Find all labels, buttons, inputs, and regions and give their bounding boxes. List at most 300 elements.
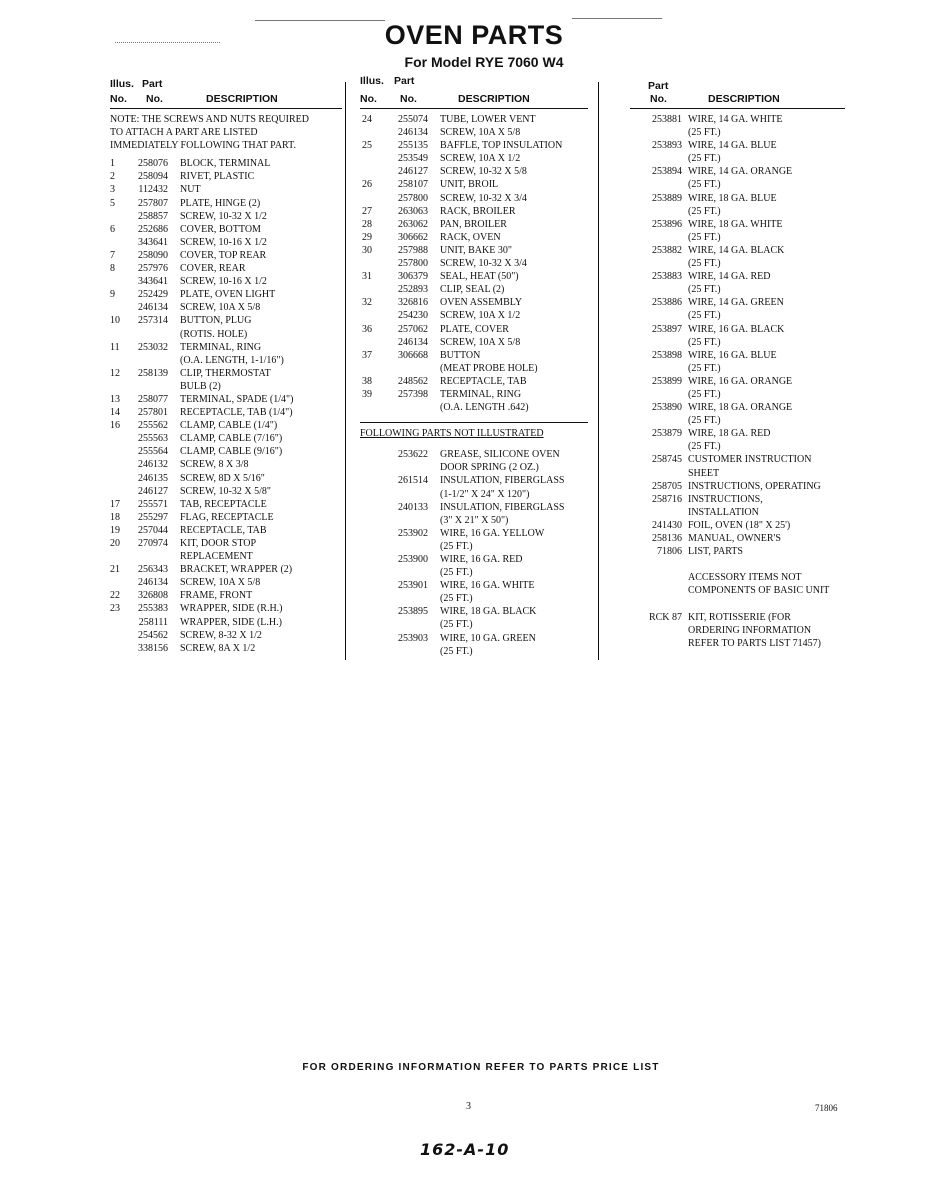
illus-number: 27	[362, 205, 372, 217]
part-number: 252893	[398, 284, 428, 296]
part-description: CLIP, SEAL (2)	[440, 284, 505, 296]
part-number: 253899	[652, 375, 682, 387]
part-description: WIRE, 16 GA. RED	[440, 554, 523, 565]
parts-row	[630, 244, 845, 257]
column-1-header	[110, 78, 342, 109]
part-number: 241430	[652, 519, 682, 531]
illus-number: 5	[110, 197, 115, 209]
illus-number: 10	[110, 315, 120, 327]
part-number: 254230	[398, 310, 428, 322]
part-number: 338156	[138, 642, 168, 654]
parts-row	[360, 126, 588, 139]
screws-note: NOTE: THE SCREWS AND NUTS REQUIRED TO ATTACH A PART ARE LISTED IMMEDIATELY FOLLOWING THAT PART.	[110, 114, 309, 152]
part-number: 112432	[138, 184, 168, 196]
part-description: WIRE, 16 GA. ORANGE	[688, 375, 793, 387]
part-number: 255074	[398, 114, 428, 125]
parts-row	[630, 178, 845, 191]
parts-row	[110, 301, 342, 314]
parts-row	[630, 519, 845, 532]
part-description: (25 FT.)	[440, 567, 473, 579]
part-number: 253881	[652, 114, 682, 125]
part-description: CUSTOMER INSTRUCTION	[688, 454, 812, 466]
parts-row	[360, 645, 588, 658]
page-number: 3	[466, 1101, 471, 1112]
parts-row	[360, 192, 588, 205]
illus-number: 23	[110, 603, 120, 615]
part-description: SCREW, 8-32 X 1/2	[180, 629, 262, 641]
part-number: 246134	[398, 127, 428, 139]
part-number: 255383	[138, 603, 168, 615]
illus-number: 37	[362, 349, 372, 361]
parts-row	[630, 349, 845, 362]
illus-number: 38	[362, 375, 372, 387]
part-number: 257801	[138, 407, 168, 419]
parts-row	[110, 576, 342, 589]
part-description: WIRE, 14 GA. GREEN	[688, 297, 784, 309]
part-description: (25 FT.)	[440, 540, 473, 552]
parts-row	[110, 563, 342, 576]
part-description: WIRE, 16 GA. BLACK	[688, 323, 785, 335]
handwritten-code: 162-A-10	[420, 1140, 510, 1159]
part-number: 258745	[652, 454, 682, 466]
parts-row	[630, 401, 845, 414]
part-description: SHEET	[688, 467, 720, 479]
part-description: WIRE, 14 GA. WHITE	[688, 114, 783, 125]
part-description: KIT, ROTISSERIE (FOR	[688, 611, 791, 623]
part-description: INSULATION, FIBERGLASS	[440, 475, 565, 487]
part-description: RACK, OVEN	[440, 231, 501, 243]
parts-row	[630, 192, 845, 205]
parts-row	[360, 605, 588, 618]
part-description: (25 FT.)	[440, 645, 473, 657]
part-label: Part	[142, 78, 163, 90]
part-number: 253897	[652, 323, 682, 335]
parts-row	[110, 511, 342, 524]
part-number: 248562	[398, 375, 428, 387]
parts-row	[630, 336, 845, 349]
part-description: ACCESSORY ITEMS NOT	[688, 572, 802, 584]
part-description: WIRE, 18 GA. ORANGE	[688, 402, 793, 414]
illus-no-label: No.	[110, 93, 127, 105]
parts-row	[630, 283, 845, 296]
illus-label: Illus.	[360, 75, 384, 87]
illus-number: 36	[362, 323, 372, 335]
parts-row	[110, 341, 342, 354]
parts-row	[110, 589, 342, 602]
description-label: DESCRIPTION	[708, 93, 780, 105]
illus-number: 29	[362, 231, 372, 243]
part-description: BRACKET, WRAPPER (2)	[180, 564, 293, 576]
part-description: WIRE, 18 GA. BLACK	[440, 606, 537, 618]
parts-row	[360, 388, 588, 401]
part-number: 257807	[138, 197, 168, 209]
part-description: SCREW, 10-32 X 3/4	[440, 192, 527, 204]
part-number: 253893	[652, 140, 682, 152]
part-number: 258094	[138, 171, 168, 183]
parts-row	[360, 257, 588, 270]
part-description: (25 FT.)	[440, 593, 473, 605]
part-number: 343641	[138, 236, 168, 248]
column-divider-2	[598, 82, 599, 660]
parts-row	[110, 210, 342, 223]
part-description: TERMINAL, RING	[180, 341, 262, 353]
parts-row	[630, 375, 845, 388]
part-number: 306668	[398, 349, 428, 361]
part-description: RACK, BROILER	[440, 205, 516, 217]
parts-row	[360, 139, 588, 152]
parts-row	[360, 553, 588, 566]
part-number: 257062	[398, 323, 428, 335]
illus-number: 17	[110, 498, 120, 510]
illus-number: 21	[110, 564, 120, 576]
scan-mark-2	[572, 18, 662, 19]
illus-number: 7	[110, 249, 115, 261]
part-description: COMPONENTS OF BASIC UNIT	[688, 585, 830, 597]
part-description: (25 FT.)	[688, 310, 721, 322]
part-description: RECEPTACLE, TAB (1/4")	[180, 407, 293, 419]
parts-row	[630, 506, 845, 519]
parts-row	[110, 472, 342, 485]
part-number: 258705	[652, 480, 682, 492]
parts-row	[360, 296, 588, 309]
parts-row	[630, 126, 845, 139]
parts-row	[360, 231, 588, 244]
illus-number: 32	[362, 297, 372, 309]
illus-number: 26	[362, 179, 372, 191]
part-description: SCREW, 10A X 5/8	[180, 577, 261, 589]
part-description: PLATE, OVEN LIGHT	[180, 289, 276, 301]
part-description: COVER, BOTTOM	[180, 223, 261, 235]
part-number: 343641	[138, 276, 168, 288]
parts-row	[630, 309, 845, 322]
part-description: INSTRUCTIONS, OPERATING	[688, 480, 821, 492]
part-number: 257976	[138, 263, 168, 275]
illus-number: 24	[362, 114, 372, 125]
part-number: 253879	[652, 428, 682, 440]
parts-row	[360, 152, 588, 165]
parts-row	[630, 362, 845, 375]
part-description: SEAL, HEAT (50")	[440, 271, 519, 283]
parts-row	[110, 602, 342, 615]
part-number: 253900	[398, 554, 428, 565]
parts-row	[110, 183, 342, 196]
parts-row	[630, 453, 845, 466]
part-description: (25 FT.)	[688, 441, 721, 453]
illus-number: 19	[110, 524, 120, 536]
column-2-header	[360, 75, 588, 109]
part-description: RIVET, PLASTIC	[180, 171, 255, 183]
part-description: NUT	[180, 184, 201, 196]
parts-row	[360, 566, 588, 579]
parts-row	[630, 467, 845, 480]
part-description: FOIL, OVEN (18" X 25')	[688, 519, 791, 531]
parts-row	[630, 231, 845, 244]
part-description: PLATE, COVER	[440, 323, 509, 335]
part-description: WIRE, 14 GA. ORANGE	[688, 166, 793, 178]
parts-row	[360, 113, 588, 126]
part-number: 252429	[138, 289, 168, 301]
part-description: (25 FT.)	[688, 179, 721, 191]
parts-row	[110, 314, 342, 327]
not-illustrated-heading: FOLLOWING PARTS NOT ILLUSTRATED	[360, 422, 588, 440]
part-description: (25 FT.)	[688, 231, 721, 243]
part-description: KIT, DOOR STOP	[180, 538, 257, 549]
parts-row	[360, 618, 588, 631]
part-number: 253901	[398, 580, 428, 592]
part-description: SCREW, 10A X 1/2	[440, 153, 521, 165]
part-number: 71806	[657, 546, 682, 558]
part-description: MANUAL, OWNER'S	[688, 533, 781, 544]
parts-row	[110, 354, 342, 367]
parts-row	[360, 592, 588, 605]
document-number: 71806	[815, 1103, 838, 1113]
illus-number: 9	[110, 289, 115, 301]
parts-row	[110, 236, 342, 249]
part-description: SCREW, 10-16 X 1/2	[180, 276, 267, 288]
part-description: (ROTIS. HOLE)	[180, 328, 248, 340]
parts-row	[360, 401, 588, 414]
part-description: CLAMP, CABLE (9/16")	[180, 446, 283, 458]
part-number: 258090	[138, 249, 168, 261]
part-description: (25 FT.)	[688, 153, 721, 165]
part-number: 261514	[398, 475, 428, 487]
part-number: 255571	[138, 498, 168, 510]
part-description: LIST, PARTS	[688, 546, 743, 558]
parts-row	[110, 485, 342, 498]
parts-row	[630, 427, 845, 440]
parts-row	[360, 488, 588, 501]
part-description: INSTRUCTIONS,	[688, 493, 763, 505]
parts-row	[630, 558, 845, 571]
parts-row	[110, 642, 342, 655]
part-number: 246134	[138, 302, 168, 314]
part-description: (25 FT.)	[688, 362, 721, 374]
parts-row	[360, 218, 588, 231]
ordering-footer: FOR ORDERING INFORMATION REFER TO PARTS PRICE LIST	[302, 1062, 660, 1073]
part-number: 257044	[138, 524, 168, 536]
part-description: SCREW, 10-32 X 5/8"	[180, 485, 271, 497]
parts-row	[630, 139, 845, 152]
illus-number: 22	[110, 590, 120, 602]
part-number: 253622	[398, 449, 428, 461]
part-description: WIRE, 18 GA. BLUE	[688, 192, 777, 204]
parts-row	[110, 524, 342, 537]
parts-row	[630, 165, 845, 178]
part-description: (1-1/2" X 24" X 120")	[440, 488, 530, 500]
part-number: 254562	[138, 629, 168, 641]
part-number: 246134	[398, 336, 428, 348]
description-label: DESCRIPTION	[206, 93, 278, 105]
part-number: 258136	[652, 533, 682, 544]
part-number: 255562	[138, 420, 168, 432]
parts-row	[360, 514, 588, 527]
part-description: SCREW, 8A X 1/2	[180, 642, 256, 654]
part-number: 253903	[398, 632, 428, 644]
part-description: (25 FT.)	[688, 258, 721, 270]
part-description: WIRE, 18 GA. RED	[688, 428, 771, 440]
part-description: SCREW, 10A X 5/8	[440, 127, 521, 139]
parts-row	[630, 637, 845, 650]
parts-row	[110, 432, 342, 445]
illus-number: 2	[110, 171, 115, 183]
part-description: BLOCK, TERMINAL	[180, 158, 271, 170]
part-description: SCREW, 10A X 1/2	[440, 310, 521, 322]
part-description: COVER, REAR	[180, 263, 246, 275]
illus-number: 28	[362, 218, 372, 230]
parts-row	[110, 537, 342, 550]
part-description: SCREW, 10A X 5/8	[180, 302, 261, 314]
part-number: 263062	[398, 218, 428, 230]
part-description: WRAPPER, SIDE (R.H.)	[180, 603, 283, 615]
illus-number: 31	[362, 271, 372, 283]
parts-row	[630, 296, 845, 309]
part-number: 252686	[138, 223, 168, 235]
part-number: 246134	[138, 577, 168, 589]
parts-row	[110, 170, 342, 183]
part-description: (25 FT.)	[688, 336, 721, 348]
part-label: Part	[648, 80, 669, 92]
parts-row	[360, 165, 588, 178]
parts-row	[630, 205, 845, 218]
part-description: TUBE, LOWER VENT	[440, 114, 536, 125]
parts-row	[110, 197, 342, 210]
part-number: 246135	[138, 472, 168, 484]
part-number: 253549	[398, 153, 428, 165]
illus-number: 6	[110, 223, 115, 235]
part-number: 253896	[652, 218, 682, 230]
parts-row	[110, 458, 342, 471]
illus-number: 11	[110, 341, 120, 353]
part-number: 253889	[652, 192, 682, 204]
parts-row	[360, 336, 588, 349]
part-number: 246127	[398, 166, 428, 178]
illus-number: 16	[110, 420, 120, 432]
part-number: 258077	[138, 393, 168, 405]
parts-row	[110, 406, 342, 419]
part-description: WIRE, 16 GA. BLUE	[688, 349, 777, 361]
illus-number: 25	[362, 140, 372, 152]
part-number: 253032	[138, 341, 168, 353]
parts-row	[110, 380, 342, 393]
parts-row	[110, 328, 342, 341]
parts-column-3	[630, 78, 845, 650]
part-no-label: No.	[146, 93, 163, 105]
parts-row	[630, 480, 845, 493]
parts-row	[110, 249, 342, 262]
part-description: WIRE, 10 GA. GREEN	[440, 632, 536, 644]
parts-row	[360, 474, 588, 487]
part-description: WIRE, 18 GA. WHITE	[688, 218, 783, 230]
part-description: COVER, TOP REAR	[180, 249, 267, 261]
illus-number: 20	[110, 538, 120, 549]
part-no-label: No.	[400, 93, 417, 105]
illus-number: 12	[110, 367, 120, 379]
part-number: 306379	[398, 271, 428, 283]
parts-row	[110, 550, 342, 563]
parts-row	[360, 579, 588, 592]
column-divider-1	[345, 82, 346, 660]
part-description: TAB, RECEPTACLE	[180, 498, 267, 510]
part-number: 255564	[138, 446, 168, 458]
parts-row	[110, 445, 342, 458]
illus-number: 3	[110, 184, 115, 196]
part-description: BUTTON	[440, 349, 481, 361]
parts-row	[630, 218, 845, 231]
part-number: 253902	[398, 527, 428, 539]
part-description: WIRE, 14 GA. BLACK	[688, 244, 785, 256]
part-description: DOOR SPRING (2 OZ.)	[440, 462, 539, 474]
illus-label: Illus.	[110, 78, 134, 90]
part-description: SCREW, 8D X 5/16"	[180, 472, 265, 484]
part-description: RECEPTACLE, TAB	[440, 375, 527, 387]
part-number: 255563	[138, 433, 168, 445]
illus-number: 1	[110, 158, 115, 170]
part-number: 246127	[138, 485, 168, 497]
part-description: PLATE, HINGE (2)	[180, 197, 261, 209]
part-number: 258139	[138, 367, 168, 379]
part-description: BUTTON, PLUG	[180, 315, 252, 327]
part-description: UNIT, BAKE 30"	[440, 244, 512, 256]
part-description: SCREW, 10-32 X 5/8	[440, 166, 527, 178]
parts-row	[360, 448, 588, 461]
parts-row	[110, 262, 342, 275]
part-description: PAN, BROILER	[440, 218, 507, 230]
column-3-list	[630, 113, 845, 650]
part-number: 257988	[398, 244, 428, 256]
not-illustrated-list	[360, 448, 588, 658]
parts-row	[630, 611, 845, 624]
part-description: FLAG, RECEPTACLE	[180, 511, 274, 523]
part-description: RECEPTACLE, TAB	[180, 524, 267, 536]
parts-row	[360, 362, 588, 375]
part-description: BULB (2)	[180, 380, 221, 392]
parts-row	[110, 419, 342, 432]
parts-row	[630, 584, 845, 597]
part-number: RCK 87	[648, 611, 682, 623]
part-number: 258111	[138, 616, 168, 628]
part-description: WIRE, 16 GA. WHITE	[440, 580, 535, 592]
part-description: ORDERING INFORMATION	[688, 624, 812, 636]
part-number: 246132	[138, 459, 168, 471]
parts-row	[360, 632, 588, 645]
parts-row	[630, 388, 845, 401]
column-2-list	[360, 113, 588, 414]
part-description: WIRE, 16 GA. YELLOW	[440, 527, 545, 539]
part-number: 256343	[138, 564, 168, 576]
part-description: CLAMP, CABLE (1/4")	[180, 420, 278, 432]
illus-number: 13	[110, 393, 120, 405]
parts-row	[360, 178, 588, 191]
parts-row	[110, 616, 342, 629]
column-3-header	[630, 78, 845, 109]
model-subtitle: For Model RYE 7060 W4	[404, 54, 564, 70]
part-number: 253882	[652, 244, 682, 256]
part-label: Part	[394, 75, 415, 87]
part-description: SCREW, 10-16 X 1/2	[180, 236, 267, 248]
part-description: SCREW, 10-32 X 1/2	[180, 210, 267, 222]
parts-row	[110, 629, 342, 642]
part-number: 258107	[398, 179, 428, 191]
part-description: (MEAT PROBE HOLE)	[440, 362, 538, 374]
part-number: 306662	[398, 231, 428, 243]
parts-row	[360, 309, 588, 322]
parts-row	[360, 244, 588, 257]
parts-row	[630, 113, 845, 126]
column-1-list	[110, 157, 342, 655]
parts-row	[360, 283, 588, 296]
part-description: BAFFLE, TOP INSULATION	[440, 140, 563, 152]
part-description: (25 FT.)	[440, 619, 473, 631]
